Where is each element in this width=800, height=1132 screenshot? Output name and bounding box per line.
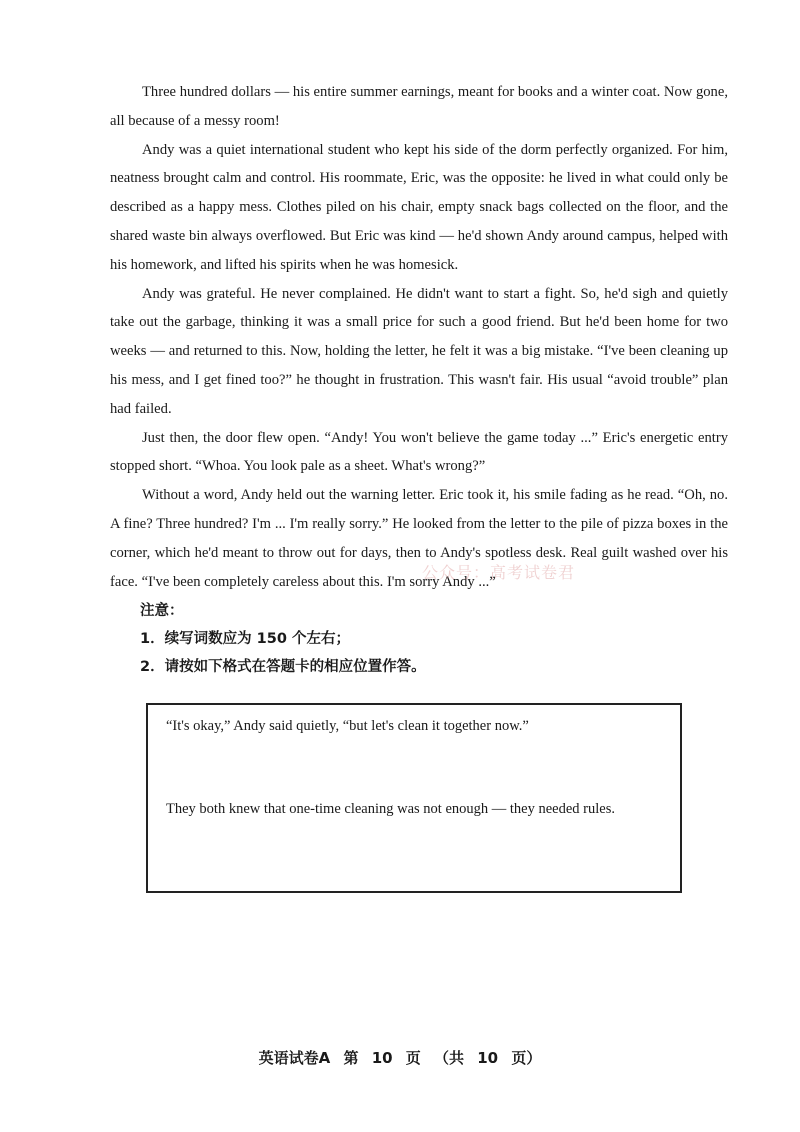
answer-box-second-sentence: They both knew that one-time cleaning was not enough — they needed rules. (166, 801, 615, 817)
paragraph-3: Andy was grateful. He never complained. He didn't want to start a fight. So, he'd sigh and quietly take out the garbage, thinking it was a small price for such a good friend. But he'd been home for two weeks — and returned to this. Now, holding the letter, he felt it was a big mistake. “I've been cleaning up his mess, and I get fined too?” he thought in frustration. This wasn't fair. His usual “avoid trouble” plan had failed. (110, 285, 728, 417)
answer-format-box (146, 703, 682, 893)
paragraph-1: Three hundred dollars — his entire summer earnings, meant for books and a winter coat. Now gone, all because of a messy room! (110, 84, 728, 129)
page-footer: 英语试卷A 第 10 页 （共 10 页） (258, 1049, 542, 1067)
answer-box-first-sentence: “It's okay,” Andy said quietly, “but let's clean it together now.” (166, 718, 529, 734)
paragraph-2: Andy was a quiet international student who kept his side of the dorm perfectly organized. For him, neatness brought calm and control. His roommate, Eric, was the opposite: he lived in what could only be described as a happy mess. Clothes piled on his chair, empty snack bags collected on the floor, and the shared waste bin always overflowed. But Eric was kind — he'd shown Andy around campus, helped with his homework, and lifted his spirits when he was homesick. (110, 141, 728, 273)
paragraph-4: Just then, the door flew open. “Andy! You won't believe the game today ...” Eric's energetic entry stopped short. “Whoa. You look pale as a sheet. What's wrong?” (110, 429, 728, 475)
instruction-item-1: 1．续写词数应为 150 个左右； (140, 631, 350, 647)
instructions-title: 注意： (140, 603, 184, 619)
instructions (140, 597, 426, 681)
watermark-text: 公众号：高考试卷君 (422, 563, 576, 582)
story-passage (110, 78, 728, 596)
instruction-item-2: 2．请按如下格式在答题卡的相应位置作答。 (140, 659, 426, 675)
paragraph-5: Without a word, Andy held out the warning letter. Eric took it, his smile fading as he read. “Oh, no. A fine? Three hundred? I'm ... I'm really sorry.” He looked from the letter to the pile of pizza boxes in the corner, which he'd meant to throw out for days, then to Andy's spotless desk. Real guilt washed over his face. “I've been completely careless about this. I'm sorry Andy ...” (110, 487, 728, 590)
